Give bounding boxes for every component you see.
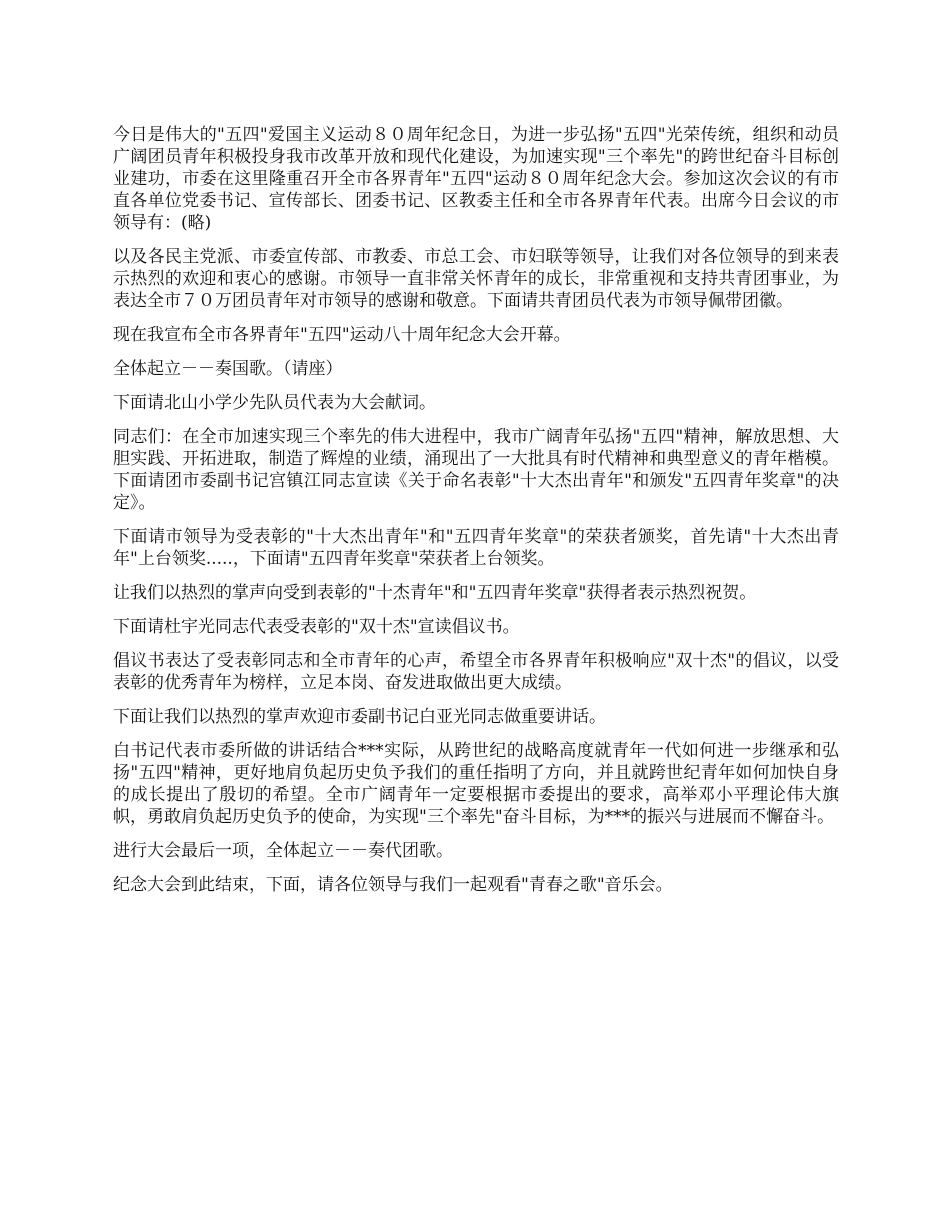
paragraph-1: 今日是伟大的"五四"爱国主义运动８０周年纪念日，为进一步弘扬"五四"光荣传统，组织和动员广阔团员青年积极投身我市改革开放和现代化建设，为加速实现"三个率先"的跨世纪奋斗目标创业建功，市委在这里隆重召开全市各界青年"五四"运动８０周年纪念大会。参加这次会议的有市直各单位党委书记、宣传部长、团委书记、区教委主任和全市各界青年代表。出席今日会议的市领导有：(略) [113,125,839,233]
paragraph-13: 进行大会最后一项，全体起立－－奏代团歌。 [113,841,453,861]
paragraph-7: 下面请市领导为受表彰的"十大杰出青年"和"五四青年奖章"的荣获者颁奖，首先请"十大杰出青年"上台领奖.....，下面请"五四青年奖章"荣获者上台领奖。 [113,527,839,569]
paragraph-3: 现在我宣布全市各界青年"五四"运动八十周年纪念大会开幕。 [113,325,571,345]
paragraph-4: 全体起立－－奏国歌。（请座） [113,359,343,379]
paragraph-14: 纪念大会到此结束，下面，请各位领导与我们一起观看"青春之歌"音乐会。 [113,875,673,895]
paragraph-9: 下面请杜宇光同志代表受表彰的"双十杰"宣读倡议书。 [113,617,520,637]
paragraph-5: 下面请北山小学少先队员代表为大会献词。 [113,393,436,413]
paragraph-2: 以及各民主党派、市委宣传部、市教委、市总工会、市妇联等领导，让我们对各位领导的到来表示热烈的欢迎和衷心的感谢。市领导一直非常关怀青年的成长，非常重视和支持共青团事业，为表达全市７０万团员青年对市领导的感谢和敬意。下面请共青团员代表为市领导佩带团徽。 [113,247,839,311]
paragraph-12: 白书记代表市委所做的讲话结合***实际，从跨世纪的战略高度就青年一代如何进一步继承和弘扬"五四"精神，更好地肩负起历史负予我们的重任指明了方向，并且就跨世纪青年如何加快自身的成长提出了殷切的希望。全市广阔青年一定要根据市委提出的要求，高举邓小平理论伟大旗帜，勇敢肩负起历史负予的使命，为实现"三个率先"奋斗目标，为***的振兴与进展而不懈奋斗。 [113,741,839,827]
paragraph-6: 同志们：在全市加速实现三个率先的伟大进程中，我市广阔青年弘扬"五四"精神，解放思想、大胆实践、开拓进取，制造了辉煌的业绩，涌现出了一大批具有时代精神和典型意义的青年楷模。下面请团市委副书记宫镇江同志宣读《关于命名表彰"十大杰出青年"和颁发"五四青年奖章"的决定》。 [113,427,839,513]
document-body [113,124,839,908]
paragraph-11: 下面让我们以热烈的掌声欢迎市委副书记白亚光同志做重要讲话。 [113,707,606,727]
paragraph-8: 让我们以热烈的掌声向受到表彰的"十杰青年"和"五四青年奖章"获得者表示热烈祝贺。 [113,583,757,603]
paragraph-10: 倡议书表达了受表彰同志和全市青年的心声，希望全市各界青年积极响应"双十杰"的倡议，以受表彰的优秀青年为榜样，立足本岗、奋发进取做出更大成绩。 [113,651,839,693]
